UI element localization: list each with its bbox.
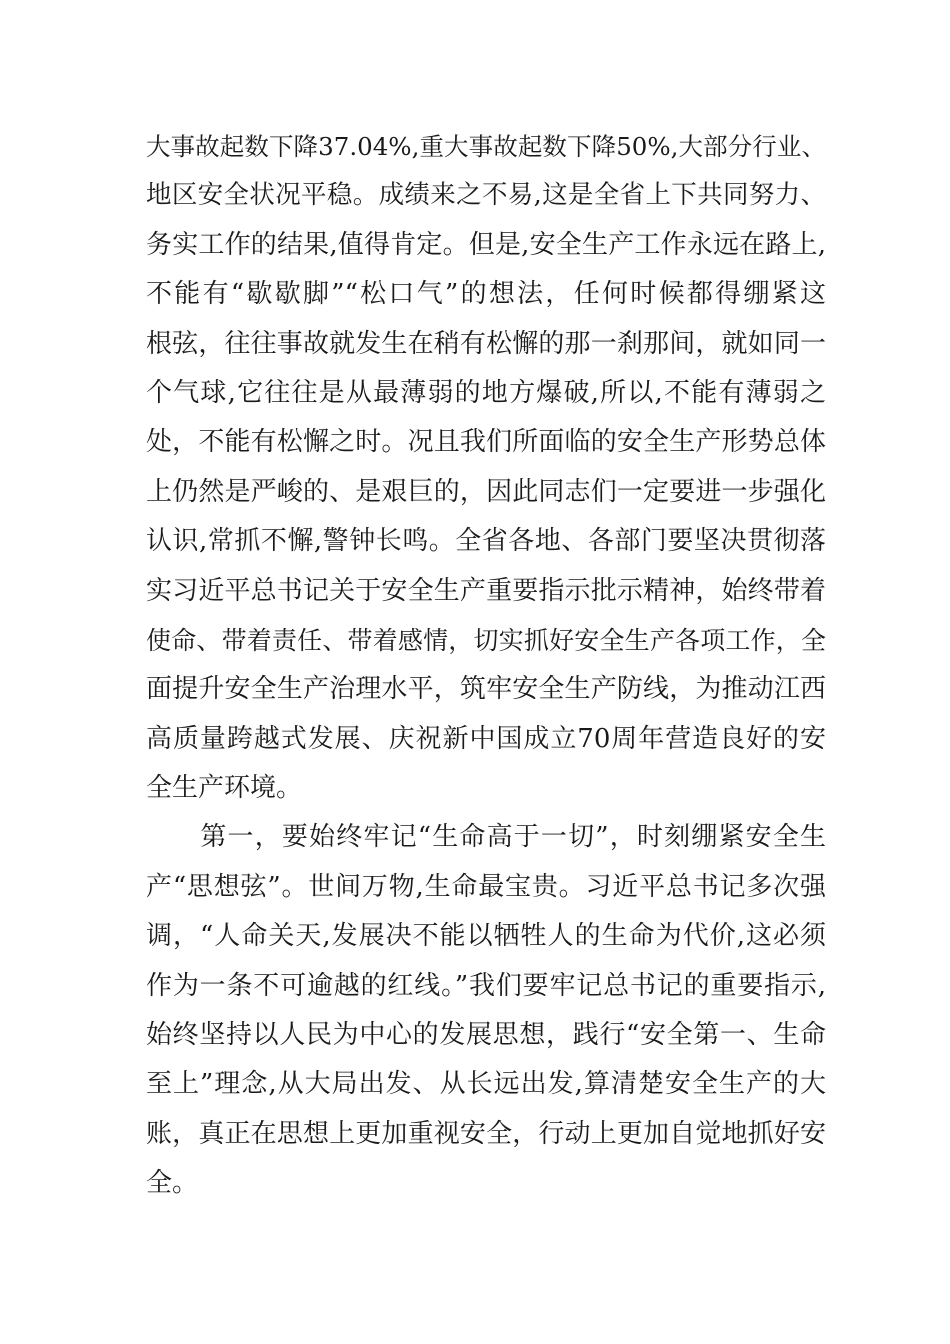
text-line: 认识,常抓不懈,警钟长鸣。全省各地、各部门要坚决贯彻落 <box>146 526 826 557</box>
body-text <box>146 122 826 1209</box>
text-line: 高质量跨越式发展、庆祝新中国成立70周年营造良好的安 <box>146 723 826 754</box>
text-line: 面提升安全生产治理水平，筑牢安全生产防线，为推动江西 <box>146 674 826 705</box>
text-line: 调，“人命关天,发展决不能以牺牲人的生命为代价,这必须 <box>146 921 826 952</box>
text-line: 第一，要始终牢记“生命高于一切”，时刻绷紧安全生 <box>146 822 826 853</box>
paragraph-2 <box>146 813 826 1208</box>
text-line: 不能有“歇歇脚”“松口气”的想法，任何时候都得绷紧这 <box>146 279 826 310</box>
paragraph-1 <box>146 122 826 813</box>
text-line: 大事故起数下降37.04%,重大事故起数下降50%,大部分行业、 <box>146 132 826 161</box>
text-line: 账，真正在思想上更加重视安全，行动上更加自觉地抓好安 <box>146 1118 826 1149</box>
text-line: 实习近平总书记关于安全生产重要指示批示精神，始终带着 <box>146 575 826 606</box>
text-line: 作为一条不可逾越的红线。”我们要牢记总书记的重要指示, <box>146 970 826 1001</box>
text-line: 全。 <box>146 1168 199 1199</box>
text-line: 使命、带着责任、带着感情，切实抓好安全生产各项工作，全 <box>146 625 826 655</box>
text-line: 地区安全状况平稳。成绩来之不易,这是全省上下共同努力、 <box>146 180 826 211</box>
text-line: 个气球,它往往是从最薄弱的地方爆破,所以,不能有薄弱之 <box>146 377 826 408</box>
text-line: 上仍然是严峻的、是艰巨的，因此同志们一定要进一步强化 <box>146 476 826 507</box>
text-line: 至上”理念,从大局出发、从长远出发,算清楚安全生产的大 <box>146 1069 826 1100</box>
text-line: 始终坚持以人民为中心的发展思想，践行“安全第一、生命 <box>146 1020 826 1051</box>
text-line: 产“思想弦”。世间万物,生命最宝贵。习近平总书记多次强 <box>146 871 826 902</box>
text-line: 务实工作的结果,值得肯定。但是,安全生产工作永远在路上, <box>146 229 826 260</box>
text-line: 全生产环境。 <box>146 773 303 804</box>
text-line: 根弦，往往事故就发生在稍有松懈的那一刹那间，就如同一 <box>146 328 826 359</box>
text-line: 处，不能有松懈之时。况且我们所面临的安全生产形势总体 <box>146 427 826 458</box>
